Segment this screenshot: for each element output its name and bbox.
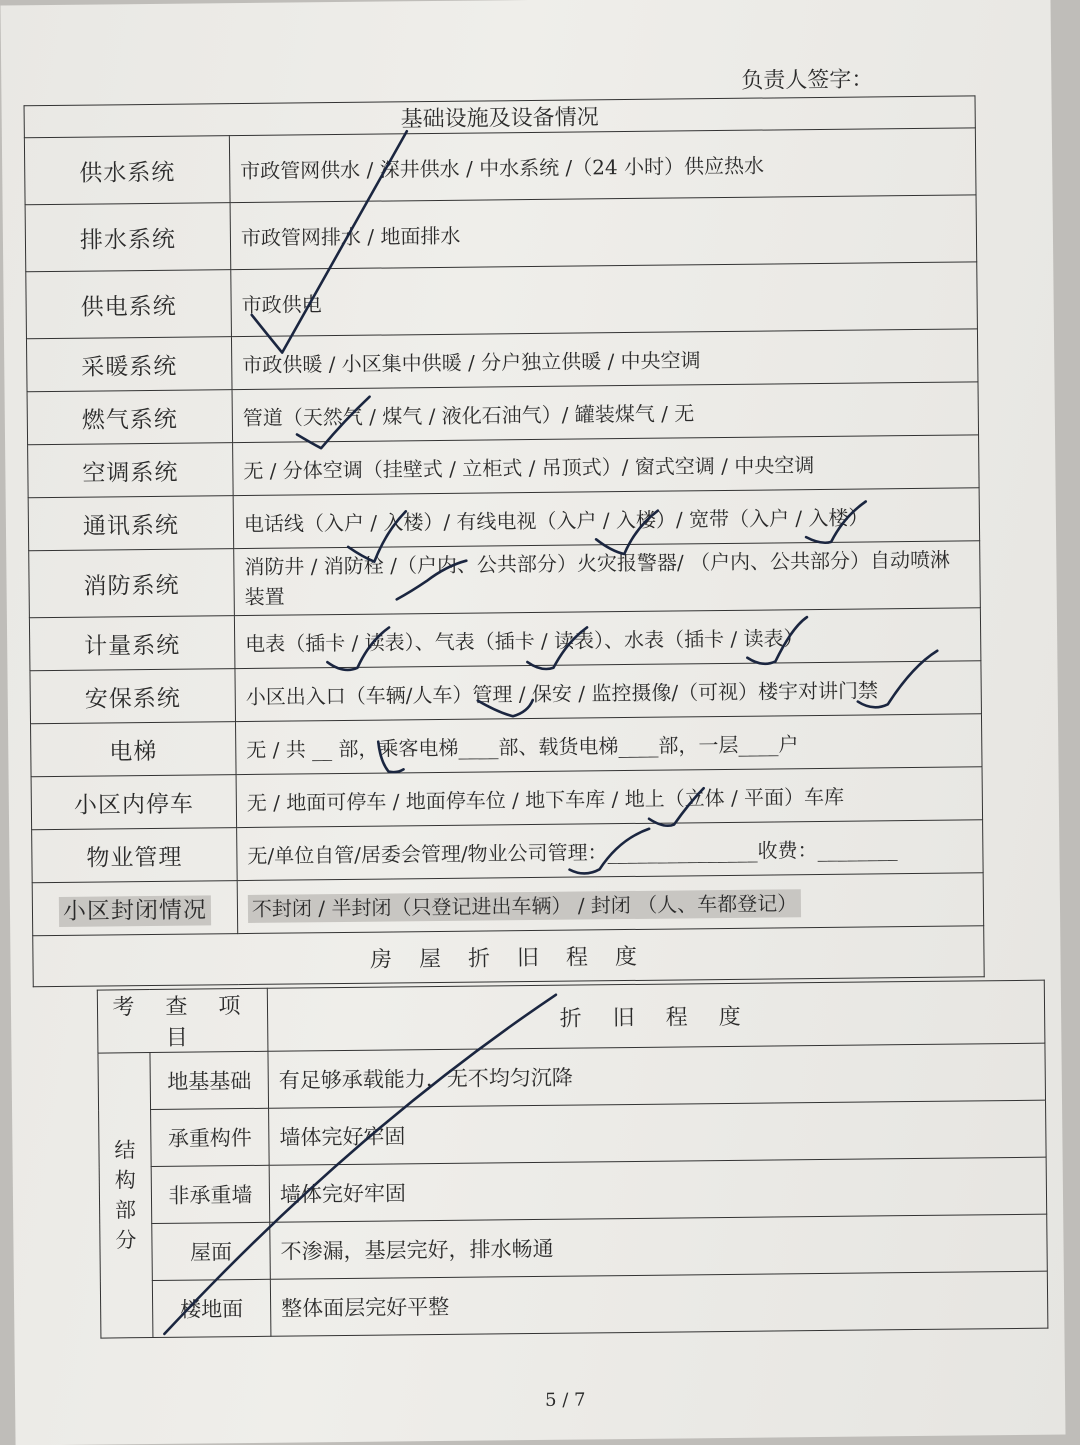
row-label: 排水系统	[25, 203, 231, 272]
row-label: 物业管理	[32, 828, 238, 883]
row-label: 小区内停车	[31, 775, 237, 830]
row-value: 电表（插卡 / 读表）、气表（插卡 / 读表）、水表（插卡 / 读表）	[234, 608, 981, 669]
row-label: 供水系统	[24, 136, 230, 205]
col-header-degree: 折 旧 程 度	[267, 980, 1045, 1051]
row-label: 消防系统	[29, 549, 235, 618]
item-desc: 整体面层完好平整	[270, 1271, 1048, 1336]
item-desc: 有足够承载能力，无不均匀沉降	[268, 1043, 1046, 1108]
depreciation-title: 房 屋 折 旧 程 度	[33, 926, 984, 987]
item-desc: 墙体完好牢固	[269, 1100, 1047, 1165]
row-value: 小区出入口（车辆/人车）管理 / 保安 / 监控摄像/（可视）楼宇对讲门禁	[235, 661, 982, 722]
row-label: 供电系统	[26, 270, 232, 339]
item-desc: 墙体完好牢固	[269, 1157, 1047, 1222]
row-value: 市政管网供水 / 深井供水 / 中水系统 /（24 小时）供应热水	[229, 128, 976, 203]
row-label: 安保系统	[30, 669, 236, 724]
item-label: 地基基础	[150, 1051, 269, 1109]
item-desc: 不渗漏，基层完好，排水畅通	[270, 1214, 1048, 1279]
row-value: 市政管网排水 / 地面排水	[230, 195, 977, 270]
row-value: 市政供暖 / 小区集中供暖 / 分户独立供暖 / 中央空调	[231, 329, 978, 390]
row-value: 消防井 / 消防栓 /（户内、公共部分）火灾报警器/ （户内、公共部分）自动喷淋装置	[234, 541, 981, 616]
item-label: 屋面	[152, 1222, 271, 1280]
row-label: 通讯系统	[28, 496, 234, 551]
col-header-item: 考 查 项 目	[97, 988, 268, 1053]
row-value: 管道（天然气 / 煤气 / 液化石油气）/ 罐装煤气 / 无	[232, 382, 979, 443]
infrastructure-table	[24, 95, 985, 987]
row-label: 燃气系统	[27, 390, 233, 445]
group-label: 结 构 部 分	[98, 1053, 153, 1339]
row-value	[237, 873, 984, 934]
row-label: 计量系统	[29, 616, 235, 671]
highlighted-value: 不封闭 / 半封闭（只登记进出车辆） / 封闭 （人、车都登记）	[248, 889, 802, 923]
item-label: 承重构件	[151, 1108, 270, 1166]
signature-label: 负责人签字：	[741, 67, 874, 94]
row-value: 无 / 共 __ 部，乘客电梯____部、载货电梯____部，一层____户	[236, 714, 983, 775]
row-value: 无 / 地面可停车 / 地面停车位 / 地下车库 / 地上（立体 / 平面）车库	[236, 767, 983, 828]
row-label: 空调系统	[28, 443, 234, 498]
item-label: 楼地面	[152, 1279, 271, 1337]
row-label: 电梯	[31, 722, 237, 777]
item-label: 非承重墙	[151, 1165, 270, 1223]
row-label	[32, 881, 238, 936]
section-title: 基础设施及设备情况	[24, 96, 975, 138]
row-label: 采暖系统	[26, 337, 232, 392]
row-value: 电话线（入户 / 入楼）/ 有线电视（入户 / 入楼）/ 宽带（入户 / 入楼）	[233, 488, 980, 549]
highlighted-label: 小区封闭情况	[59, 895, 211, 927]
row-value: 无/单位自管/居委会管理/物业公司管理：_______________收费：________	[237, 820, 984, 881]
row-value: 市政供电	[231, 262, 978, 337]
page-number: 5 / 7	[545, 1389, 586, 1411]
depreciation-table	[97, 980, 1049, 1339]
row-value: 无 / 分体空调（挂壁式 / 立柜式 / 吊顶式）/ 窗式空调 / 中央空调	[233, 435, 980, 496]
